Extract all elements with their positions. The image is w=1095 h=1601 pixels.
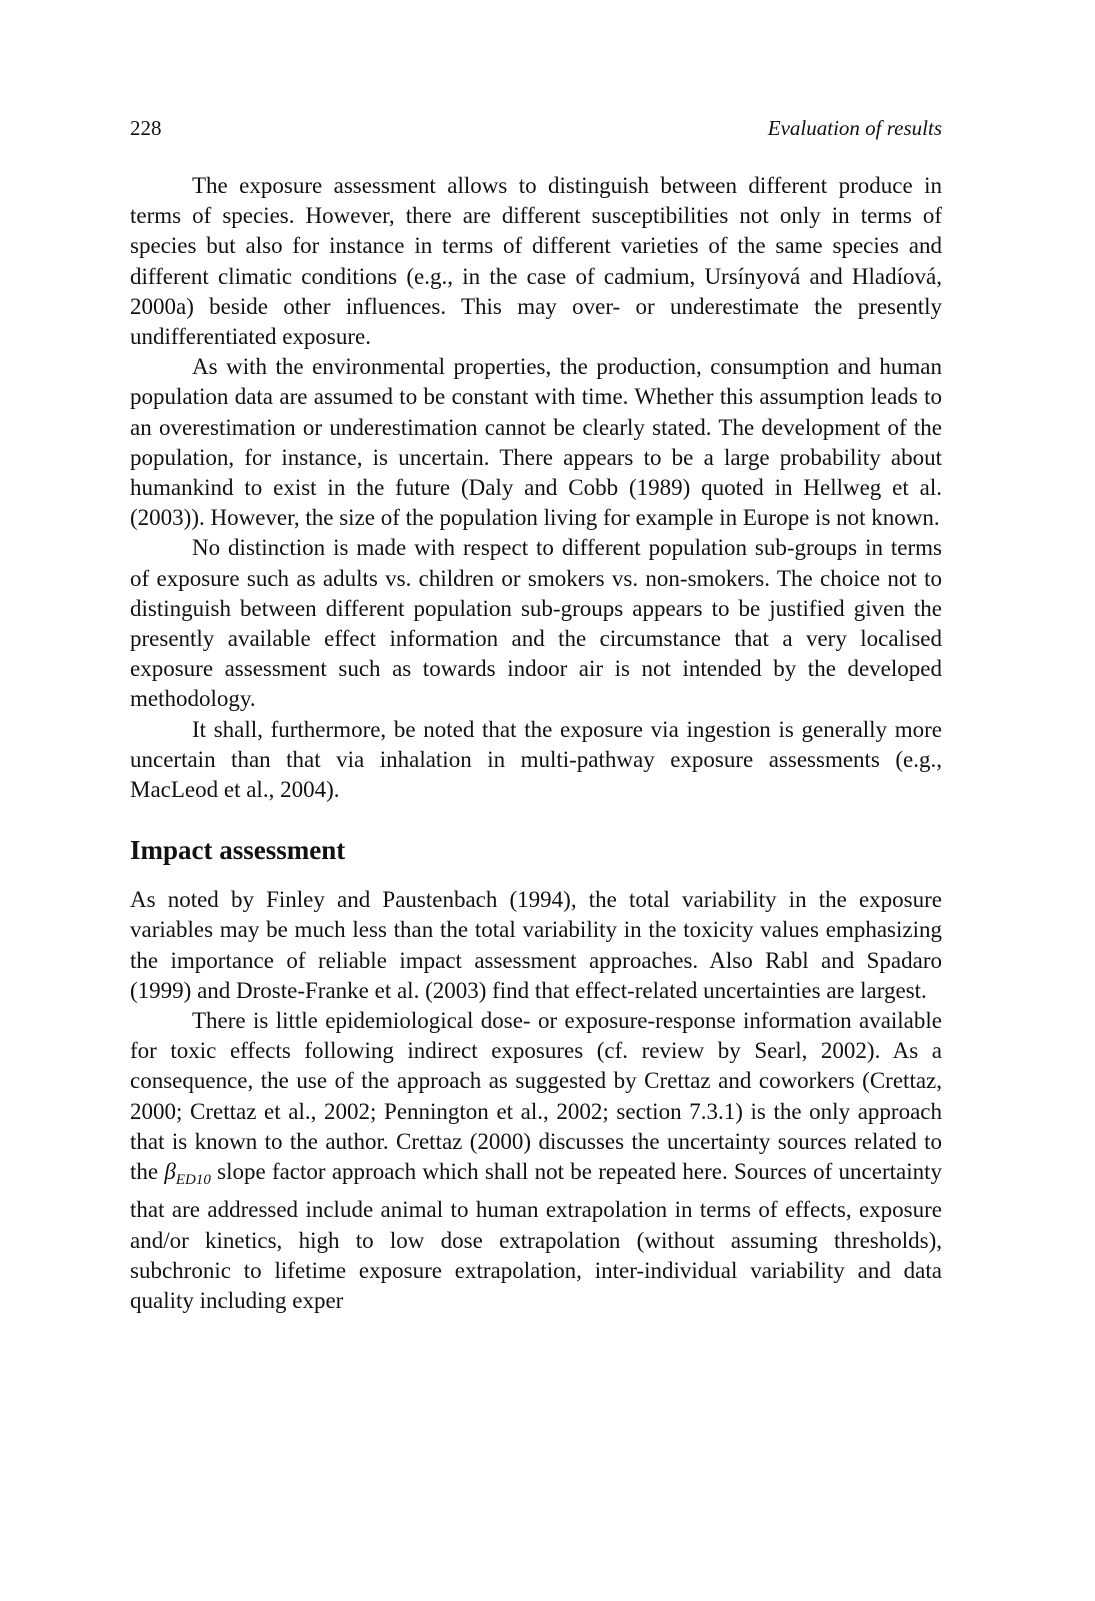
section-paragraph: As noted by Finley and Paustenbach (1994), the total variability in the exposure variables may be much less than the total variability in the toxicity values emphasizing the importance of reliable impact assessment approaches. Also Rabl and Spadaro (1999) and Droste-Franke et al. (2003) find that effect-related uncertainties are largest. xyxy=(130,887,942,1003)
paragraph: It shall, furthermore, be noted that the exposure via ingestion is generally more uncertain than that via inhalation in multi-pathway exposure assessments (e.g., MacLeod et al., 2004). xyxy=(130,716,942,803)
paragraph: As with the environmental properties, the production, consumption and human population data are assumed to be constant with time. Whether this assumption leads to an overestimation or underestimation cannot be clearly stated. The development of the population, for instance, is uncertain. There appears to be a large probability about humankind to exist in the future (Daly and Cobb (1989) quoted in Hellweg et al. (2003)). However, the size of the population living for example in Europe is not known. xyxy=(130,354,942,531)
body-text xyxy=(130,171,942,1316)
beta-subscript: ED10 xyxy=(175,1172,211,1189)
running-head xyxy=(130,113,942,143)
paragraph-text-after-symbol: slope factor approach which shall not be repeated here. Sources of uncertainty that are addressed include animal to human extrapolation in terms of effects, exposure and/or kinetics, high to low dose extrapolation (without assuming thresholds), subchronic to lifetime exposure extrapolation, inter-individual variability and data quality including exper xyxy=(130,1159,942,1313)
beta-symbol: β xyxy=(164,1159,176,1185)
paragraph: No distinction is made with respect to different population sub-groups in terms of exposure such as adults vs. children or smokers vs. non-smokers. The choice not to distinguish between different population sub-groups appears to be justified given the presently available effect information and the circumstance that a very localised exposure assessment such as towards indoor air is not intended by the developed methodology. xyxy=(130,535,942,712)
paragraph: The exposure assessment allows to distinguish between different produce in terms of species. However, there are different susceptibilities not only in terms of species but also for instance in terms of different varieties of the same species and different climatic conditions (e.g., in the case of cadmium, Ursínyová and Hladíová, 2000a) beside other influences. This may over- or underestimate the presently undifferentiated exposure. xyxy=(130,173,942,350)
section-heading: Impact assessment xyxy=(130,835,346,866)
paragraph-text-before-symbol: There is little epidemiological dose- or exposure-response information available for toxic effects following indirect exposures (cf. review by Searl, 2002). As a consequence, the use of the approach as suggested by Crettaz and coworkers (Crettaz, 2000; Crettaz et al., 2002; Pennington et al., 2002; section 7.3.1) is the only approach that is known to the author. Crettaz (2000) discusses the uncertainty sources related to the xyxy=(130,1008,942,1185)
section-paragraph-with-symbol xyxy=(130,1006,942,1316)
page-number: 228 xyxy=(130,116,162,140)
running-title: Evaluation of results xyxy=(767,116,942,140)
beta-ed10-symbol xyxy=(164,1159,211,1189)
